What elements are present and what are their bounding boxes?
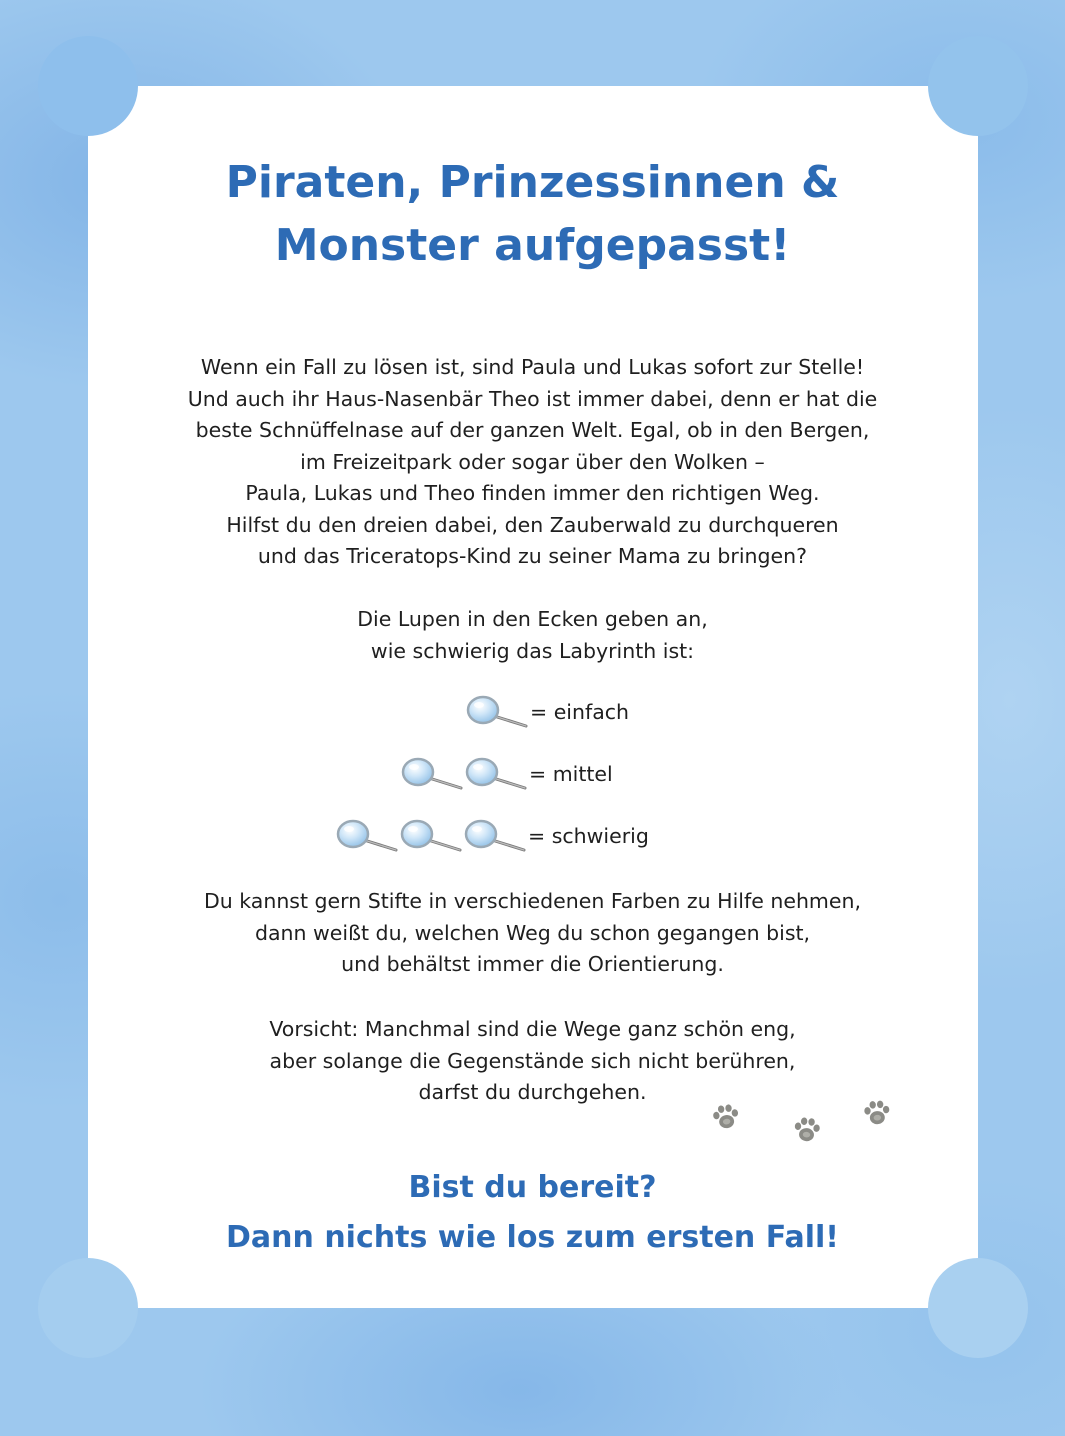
difficulty-legend-easy	[466, 692, 629, 732]
card-corner-notch	[38, 1258, 138, 1358]
card-corner-notch	[928, 36, 1028, 136]
closing-line: Bist du bereit?	[408, 1170, 657, 1205]
magnifier-icon	[400, 818, 464, 854]
text-line: dann weißt du, welchen Weg du schon gegangen bist,	[254, 920, 811, 945]
magnifier-icon	[464, 818, 528, 854]
text-line: darfst du durchgehen.	[418, 1080, 647, 1104]
text-line: Und auch ihr Haus-Nasenbär Theo ist immer dabei, denn er hat die	[187, 386, 878, 411]
magnifier-icon	[466, 694, 530, 730]
magnifier-icon	[401, 756, 465, 792]
magnifier-icon	[336, 818, 400, 854]
text-line: beste Schnüffelnase auf der ganzen Welt. Egal, ob in den Bergen,	[195, 418, 870, 442]
text-line: Die Lupen in den Ecken geben an,	[357, 607, 708, 631]
pens-hint-paragraph	[0, 886, 1065, 981]
text-line: und das Triceratops-Kind zu seiner Mama zu bringen?	[257, 544, 808, 568]
closing-callout	[0, 1163, 1065, 1263]
text-line: im Freizeitpark oder sogar über den Wolken –	[300, 449, 765, 474]
magnifier-icon	[465, 756, 529, 792]
text-line: aber solange die Gegenstände sich nicht berühren,	[269, 1048, 796, 1073]
legend-label: = mittel	[529, 762, 613, 786]
card-corner-notch	[38, 36, 138, 136]
card-corner-notch	[928, 1258, 1028, 1358]
page-title	[0, 151, 1065, 277]
text-line: und behältst immer die Orientierung.	[341, 952, 724, 976]
text-line: wie schwierig das Labyrinth ist:	[370, 638, 695, 663]
text-line: Wenn ein Fall zu lösen ist, sind Paula und Lukas sofort zur Stelle!	[200, 355, 865, 379]
text-line: Paula, Lukas und Theo finden immer den richtigen Weg.	[245, 481, 820, 505]
title-line: Piraten, Prinzessinnen &	[225, 157, 840, 208]
intro-paragraph	[0, 352, 1065, 573]
legend-label: = schwierig	[528, 824, 649, 848]
difficulty-intro	[0, 604, 1065, 667]
text-line: Du kannst gern Stifte in verschiedenen Farben zu Hilfe nehmen,	[203, 889, 862, 913]
text-line: Hilfst du den dreien dabei, den Zauberwald zu durchqueren	[226, 512, 839, 537]
warning-paragraph	[0, 1014, 1065, 1109]
legend-label: = einfach	[530, 700, 630, 724]
difficulty-legend-medium	[401, 754, 613, 794]
closing-line: Dann nichts wie los zum ersten Fall!	[226, 1220, 839, 1255]
difficulty-legend-hard	[336, 816, 649, 856]
text-line: Vorsicht: Manchmal sind die Wege ganz schön eng,	[269, 1017, 796, 1041]
title-line: Monster aufgepasst!	[274, 220, 791, 271]
